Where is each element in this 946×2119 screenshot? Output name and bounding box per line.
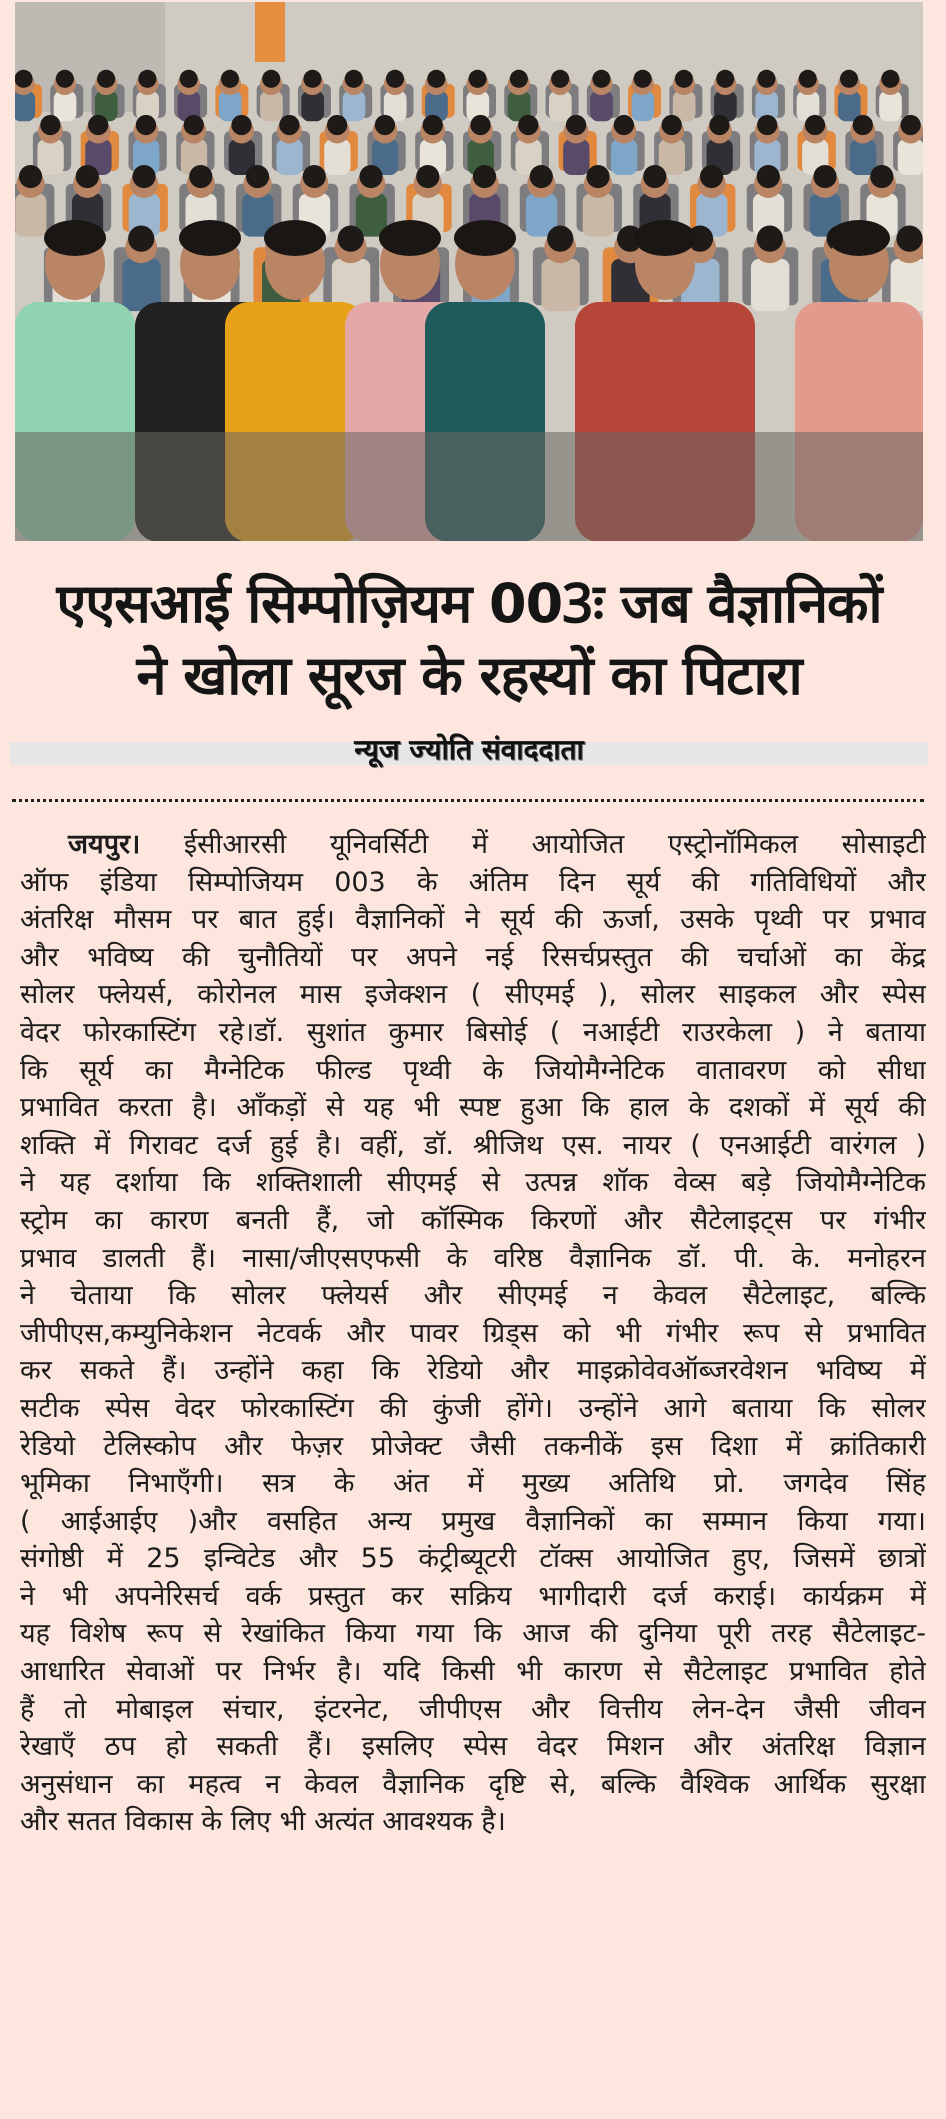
article-line bbox=[20, 1766, 926, 1804]
person-hair bbox=[643, 165, 666, 188]
person-body bbox=[15, 91, 35, 122]
article-line bbox=[20, 1428, 926, 1466]
person-hair bbox=[518, 115, 538, 135]
person-hair bbox=[416, 165, 439, 188]
article-line-text: शक्ति में गिरावट दर्ज हुई है। वहीं, डॉ. श्रीजिथ एस. नायर ( एनआईटी वारंगल ) bbox=[20, 1129, 926, 1161]
article-line-text: अनुसंधान का महत्व न केवल वैज्ञानिक दृष्टि से, बल्कि वैश्विक आर्थिक सुरक्षा bbox=[20, 1768, 926, 1800]
person-hair bbox=[592, 70, 610, 88]
person-hair bbox=[136, 115, 156, 135]
article-line-text: रेडियो टेलिस्कोप और फेज़र प्रोजेक्ट जैसी तकनीकें इस दिशा में क्रांतिकारी bbox=[20, 1430, 926, 1462]
headline-line-2: ने खोला सूरज के रहस्यों का पिटारा bbox=[136, 644, 802, 707]
article-line-text: ने यह दर्शाया कि शक्तिशाली सीएमई से उत्पन्न शॉक वेव्स बड़े जियोमैग्नेटिक bbox=[20, 1167, 926, 1199]
article-line-text: जीपीएस,कम्युनिकेशन नेटवर्क और पावर ग्रिड्स को भी गंभीर रूप से प्रभावित bbox=[20, 1317, 926, 1349]
person-hair bbox=[15, 70, 33, 88]
headline bbox=[10, 568, 928, 712]
article-line bbox=[20, 1803, 926, 1841]
person-body bbox=[611, 139, 637, 175]
person-hair bbox=[386, 70, 404, 88]
article-line-text: वेदर फोरकास्टिंग रहे।डॉ. सुशांत कुमार बिसोई ( नआईटी राउरकेला ) ने बताया bbox=[20, 1016, 926, 1048]
front-person-hair bbox=[179, 220, 241, 256]
person-hair bbox=[128, 225, 154, 251]
article-line-text: और सतत विकास के लिए भी अत्यंत आवश्यक है। bbox=[20, 1806, 506, 1838]
photo-wall-panel bbox=[255, 2, 285, 62]
person-hair bbox=[870, 165, 893, 188]
person-hair bbox=[19, 165, 42, 188]
person-body bbox=[563, 139, 589, 175]
article-line bbox=[20, 976, 926, 1014]
article-line bbox=[20, 1202, 926, 1240]
person-hair bbox=[805, 115, 825, 135]
person-body bbox=[541, 259, 579, 311]
person-hair bbox=[716, 70, 734, 88]
article-line bbox=[20, 1127, 926, 1165]
dateline: जयपुर। bbox=[68, 829, 141, 860]
byline: न्यूज ज्योति संवाददाता bbox=[354, 733, 584, 766]
front-person-hair bbox=[44, 220, 106, 256]
person-hair bbox=[896, 225, 922, 251]
person-hair bbox=[279, 115, 299, 135]
article-line-text: रेखाएँ ठप हो सकती हैं। इसलिए स्पेस वेदर मिशन और अंतरिक्ष विज्ञान bbox=[20, 1731, 926, 1763]
person-hair bbox=[840, 70, 858, 88]
article-line bbox=[20, 826, 926, 864]
person-hair bbox=[189, 165, 212, 188]
person-hair bbox=[303, 165, 326, 188]
person-body bbox=[301, 91, 324, 122]
person-hair bbox=[88, 115, 108, 135]
person-hair bbox=[566, 115, 586, 135]
article-line bbox=[20, 1014, 926, 1052]
person-body bbox=[37, 139, 63, 175]
person-body bbox=[583, 193, 614, 236]
person-hair bbox=[881, 70, 899, 88]
person-hair bbox=[138, 70, 156, 88]
person-body bbox=[15, 193, 46, 236]
person-hair bbox=[262, 70, 280, 88]
person-hair bbox=[423, 115, 443, 135]
news-photo bbox=[15, 2, 923, 541]
person-hair bbox=[473, 165, 496, 188]
person-hair bbox=[551, 70, 569, 88]
article-line-text: अंतरिक्ष मौसम पर बात हुई। वैज्ञानिकों ने सूर्य की ऊर्जा, उसके पृथ्वी पर प्रभाव bbox=[20, 904, 926, 936]
person-body bbox=[632, 91, 655, 122]
front-person-hair bbox=[634, 220, 696, 256]
person-hair bbox=[97, 70, 115, 88]
front-person-hair bbox=[379, 220, 441, 256]
article-line-text: सटीक स्पेस वेदर फोरकास्टिंग की कुंजी होंगे। उन्होंने आगे बताया कि सोलर bbox=[20, 1392, 926, 1424]
person-hair bbox=[231, 115, 251, 135]
person-hair bbox=[184, 115, 204, 135]
person-hair bbox=[799, 70, 817, 88]
article-line bbox=[20, 1240, 926, 1278]
person-hair bbox=[757, 115, 777, 135]
front-person-hair bbox=[454, 220, 516, 256]
article-body bbox=[20, 826, 926, 1841]
person-body bbox=[260, 91, 283, 122]
person-hair bbox=[76, 165, 99, 188]
article-line-text: ने भी अपनेरिसर्च वर्क प्रस्तुत कर सक्रिय भागीदारी दर्ज कराई। कार्यक्रम में bbox=[20, 1580, 926, 1612]
article-line bbox=[20, 1465, 926, 1503]
person-body bbox=[276, 139, 302, 175]
photo-foreground-table bbox=[15, 432, 923, 541]
article-line-text: भूमिका निभाएँगी। सत्र के अंत में मुख्य अतिथि प्रो. जगदेव सिंह bbox=[20, 1468, 926, 1500]
person-hair bbox=[375, 115, 395, 135]
article-line-text: ईसीआरसी यूनिवर्सिटी में आयोजित एस्ट्रोनॉमिकल सोसाइटी bbox=[140, 829, 926, 860]
person-hair bbox=[900, 115, 920, 135]
person-body bbox=[879, 91, 902, 122]
article-line-text: संगोष्ठी में 25 इन्विटेड और 55 कंट्रीब्यूटरी टॉक्स आयोजित हुए, जिसमें छात्रों bbox=[20, 1543, 926, 1575]
person-hair bbox=[359, 165, 382, 188]
person-hair bbox=[675, 70, 693, 88]
article-line-text: स्ट्रोम का कारण बनती हैं, जो कॉस्मिक किरणों और सैटेलाइट्स पर गंभीर bbox=[20, 1204, 926, 1236]
person-hair bbox=[757, 165, 780, 188]
article-line-text: ऑफ इंडिया सिम्पोजियम 003 के अंतिम दिन सूर्य की गतिविधियों और bbox=[20, 866, 926, 898]
person-hair bbox=[427, 70, 445, 88]
article-line bbox=[20, 1503, 926, 1541]
person-hair bbox=[757, 70, 775, 88]
article-line-text: और भविष्य की चुनौतियों पर अपने नई रिसर्चप्रस्तुत की चर्चाओं का केंद्र bbox=[20, 941, 926, 973]
article-line-text: सोलर फ्लेयर्स, कोरोनल मास इजेक्शन ( सीएमई ), सोलर साइकल और स्पेस bbox=[20, 979, 926, 1011]
person-hair bbox=[586, 165, 609, 188]
headline-line-1: एएसआई सिम्पोज़ियम 003ः जब वैज्ञानिकों bbox=[56, 572, 882, 635]
person-hair bbox=[56, 70, 74, 88]
article-line bbox=[20, 864, 926, 902]
person-hair bbox=[853, 115, 873, 135]
person-hair bbox=[700, 165, 723, 188]
person-hair bbox=[470, 115, 490, 135]
article-line-text: कर सकते हैं। उन्होंने कहा कि रेडियो और माइक्रोवेवऑब्जरवेशन भविष्य में bbox=[20, 1355, 926, 1387]
article-line-text: कि सूर्य का मैग्नेटिक फील्ड पृथ्वी के जियोमैग्नेटिक वातावरण को सीधा bbox=[20, 1054, 926, 1086]
person-body bbox=[324, 139, 350, 175]
article-line bbox=[20, 939, 926, 977]
front-person-hair bbox=[264, 220, 326, 256]
person-hair bbox=[530, 165, 553, 188]
person-hair bbox=[180, 70, 198, 88]
article-line-text: ( आईआईए )और वसहित अन्य प्रमुख वैज्ञानिकों का सम्मान किया गया। bbox=[20, 1505, 926, 1537]
person-hair bbox=[327, 115, 347, 135]
article-line-text: प्रभावित करता है। आँकड़ों से यह भी स्पष्ट हुआ कि हाल के दशकों में सूर्य की bbox=[20, 1092, 926, 1124]
person-hair bbox=[40, 115, 60, 135]
person-hair bbox=[221, 70, 239, 88]
article-line bbox=[20, 1653, 926, 1691]
article-line-text: आधारित सेवाओं पर निर्भर है। यदि किसी भी कारण से सैटेलाइट प्रभावित होते bbox=[20, 1656, 926, 1688]
article-line bbox=[20, 1052, 926, 1090]
article-line-text: हैं तो मोबाइल संचार, इंटरनेट, जीपीएस और वित्तीय लेन-देन जैसी जीवन bbox=[20, 1693, 926, 1725]
person-body bbox=[343, 91, 366, 122]
person-body bbox=[850, 139, 876, 175]
article-line bbox=[20, 1691, 926, 1729]
article-line-text: ने चेताया कि सोलर फ्लेयर्स और सीएमई न केवल सैटेलाइट, बल्कि bbox=[20, 1280, 926, 1312]
article-line-text: यह विशेष रूप से रेखांकित किया गया कि आज की दुनिया पूरी तरह सैटेलाइट- bbox=[20, 1618, 926, 1650]
person-hair bbox=[614, 115, 634, 135]
person-hair bbox=[709, 115, 729, 135]
article-line bbox=[20, 1352, 926, 1390]
person-hair bbox=[246, 165, 269, 188]
article-line bbox=[20, 1540, 926, 1578]
article-line bbox=[20, 1089, 926, 1127]
person-hair bbox=[132, 165, 155, 188]
article-line bbox=[20, 1277, 926, 1315]
person-hair bbox=[469, 70, 487, 88]
person-hair bbox=[510, 70, 528, 88]
person-body bbox=[898, 139, 923, 175]
person-hair bbox=[345, 70, 363, 88]
person-body bbox=[590, 91, 613, 122]
front-person-hair bbox=[828, 220, 890, 256]
article-line bbox=[20, 1390, 926, 1428]
person-body bbox=[549, 91, 572, 122]
person-hair bbox=[338, 225, 364, 251]
person-hair bbox=[547, 225, 573, 251]
person-hair bbox=[662, 115, 682, 135]
article-line bbox=[20, 1315, 926, 1353]
article-line-text: प्रभाव डालती हैं। नासा/जीएसएफसी के वरिष्ठ वैज्ञानिक डॉ. पी. के. मनोहरन bbox=[20, 1242, 926, 1274]
article-line bbox=[20, 1615, 926, 1653]
person-hair bbox=[303, 70, 321, 88]
article-line bbox=[20, 1728, 926, 1766]
article-line bbox=[20, 1164, 926, 1202]
person-hair bbox=[757, 225, 783, 251]
person-body bbox=[751, 259, 789, 311]
dotted-divider bbox=[12, 799, 924, 802]
person-hair bbox=[813, 165, 836, 188]
article-line bbox=[20, 901, 926, 939]
person-hair bbox=[634, 70, 652, 88]
article-line bbox=[20, 1578, 926, 1616]
audience-photo-illustration bbox=[15, 2, 923, 541]
person-body bbox=[54, 91, 77, 122]
